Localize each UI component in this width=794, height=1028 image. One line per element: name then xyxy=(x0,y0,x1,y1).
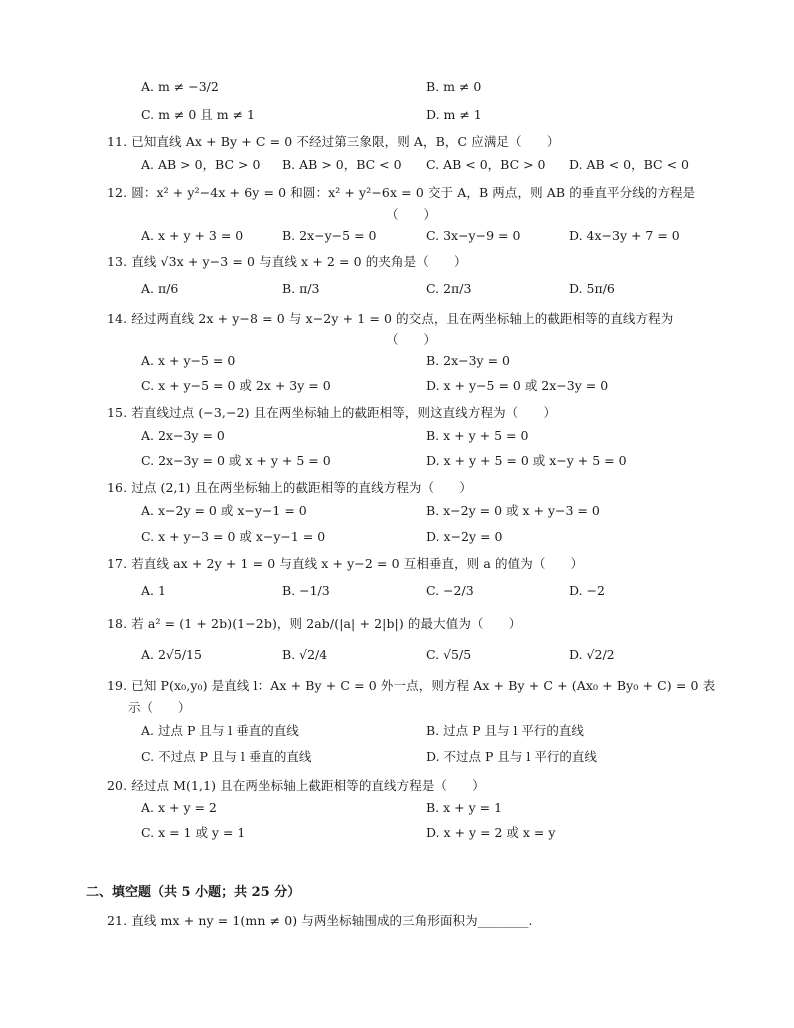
q21-stem: 21. 直线 mx + ny = 1(mn ≠ 0) 与两坐标轴围成的三角形面积为________. xyxy=(107,913,533,928)
q20-option-d: D. x + y = 2 或 x = y xyxy=(426,825,556,840)
q19-stem-continued: 示（ ） xyxy=(128,700,191,715)
q18-stem: 18. 若 a² = (1 + 2b)(1−2b)，则 2ab/(|a| + 2|b|) 的最大值为（ ） xyxy=(107,616,522,631)
q18-option-a: A. 2√5/15 xyxy=(141,647,202,662)
q19-stem: 19. 已知 P(x₀,y₀) 是直线 l：Ax + By + C = 0 外一点，则方程 Ax + By + C + (Ax₀ + By₀ + C) = 0 表 xyxy=(107,678,716,693)
q13-option-b: B. π/3 xyxy=(282,281,320,296)
q18-option-b: B. √2/4 xyxy=(282,647,328,662)
q14-option-d: D. x + y−5 = 0 或 2x−3y = 0 xyxy=(426,378,609,393)
q16-option-a: A. x−2y = 0 或 x−y−1 = 0 xyxy=(141,503,307,518)
q20-option-a: A. x + y = 2 xyxy=(141,800,217,815)
q12-answer-paren: （ ） xyxy=(386,207,437,222)
q10-option-c: C. m ≠ 0 且 m ≠ 1 xyxy=(141,107,255,122)
q16-option-b: B. x−2y = 0 或 x + y−3 = 0 xyxy=(426,503,600,518)
q17-option-c: C. −2/3 xyxy=(426,583,474,598)
q10-option-d: D. m ≠ 1 xyxy=(426,107,482,122)
q11-option-a: A. AB > 0，BC > 0 xyxy=(141,157,261,172)
q11-option-b: B. AB > 0，BC < 0 xyxy=(282,157,402,172)
q17-option-d: D. −2 xyxy=(569,583,605,598)
q12-option-d: D. 4x−3y + 7 = 0 xyxy=(569,228,680,243)
q18-option-c: C. √5/5 xyxy=(426,647,472,662)
q13-stem: 13. 直线 √3x + y−3 = 0 与直线 x + 2 = 0 的夹角是（ ） xyxy=(107,254,467,269)
q12-option-b: B. 2x−y−5 = 0 xyxy=(282,228,377,243)
q12-option-a: A. x + y + 3 = 0 xyxy=(141,228,244,243)
q13-option-c: C. 2π/3 xyxy=(426,281,472,296)
q14-option-b: B. 2x−3y = 0 xyxy=(426,353,510,368)
q14-answer-paren: （ ） xyxy=(386,332,437,347)
q14-option-c: C. x + y−5 = 0 或 2x + 3y = 0 xyxy=(141,378,331,393)
section-2-title: 二、填空题（共 5 小题；共 25 分） xyxy=(86,885,301,900)
q20-option-c: C. x = 1 或 y = 1 xyxy=(141,825,246,840)
q15-option-a: A. 2x−3y = 0 xyxy=(141,428,225,443)
q16-option-d: D. x−2y = 0 xyxy=(426,529,503,544)
q19-option-c: C. 不过点 P 且与 l 垂直的直线 xyxy=(141,749,312,764)
q19-option-a: A. 过点 P 且与 l 垂直的直线 xyxy=(141,723,299,738)
q17-option-b: B. −1/3 xyxy=(282,583,330,598)
q12-stem: 12. 圆：x² + y²−4x + 6y = 0 和圆：x² + y²−6x = 0 交于 A，B 两点，则 AB 的垂直平分线的方程是 xyxy=(107,185,696,200)
q18-option-d: D. √2/2 xyxy=(569,647,615,662)
q20-option-b: B. x + y = 1 xyxy=(426,800,503,815)
q14-option-a: A. x + y−5 = 0 xyxy=(141,353,236,368)
q11-option-c: C. AB < 0，BC > 0 xyxy=(426,157,546,172)
q15-option-b: B. x + y + 5 = 0 xyxy=(426,428,529,443)
q19-option-d: D. 不过点 P 且与 l 平行的直线 xyxy=(426,749,597,764)
q14-stem: 14. 经过两直线 2x + y−8 = 0 与 x−2y + 1 = 0 的交点，且在两坐标轴上的截距相等的直线方程为 xyxy=(107,311,674,326)
q13-option-a: A. π/6 xyxy=(141,281,179,296)
q16-stem: 16. 过点 (2,1) 且在两坐标轴上的截距相等的直线方程为（ ） xyxy=(107,480,472,495)
q16-option-c: C. x + y−3 = 0 或 x−y−1 = 0 xyxy=(141,529,326,544)
q10-option-b: B. m ≠ 0 xyxy=(426,79,482,94)
q17-stem: 17. 若直线 ax + 2y + 1 = 0 与直线 x + y−2 = 0 互相垂直，则 a 的值为（ ） xyxy=(107,556,584,571)
q10-option-a: A. m ≠ −3/2 xyxy=(141,79,219,94)
q15-option-c: C. 2x−3y = 0 或 x + y + 5 = 0 xyxy=(141,453,331,468)
q15-option-d: D. x + y + 5 = 0 或 x−y + 5 = 0 xyxy=(426,453,627,468)
q17-option-a: A. 1 xyxy=(141,583,166,598)
q12-option-c: C. 3x−y−9 = 0 xyxy=(426,228,521,243)
q20-stem: 20. 经过点 M(1,1) 且在两坐标轴上截距相等的直线方程是（ ） xyxy=(107,778,485,793)
q13-option-d: D. 5π/6 xyxy=(569,281,615,296)
q11-stem: 11. 已知直线 Ax + By + C = 0 不经过第三象限，则 A，B，C 应满足（ ） xyxy=(107,134,560,149)
q15-stem: 15. 若直线过点 (−3,−2) 且在两坐标轴上的截距相等，则这直线方程为（ ） xyxy=(107,405,557,420)
q19-option-b: B. 过点 P 且与 l 平行的直线 xyxy=(426,723,584,738)
q11-option-d: D. AB < 0，BC < 0 xyxy=(569,157,689,172)
